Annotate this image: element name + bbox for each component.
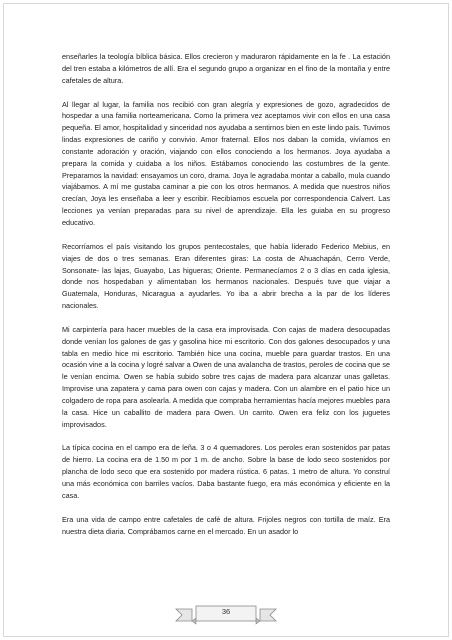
body-text: [62, 51, 390, 537]
page-footer: [0, 603, 452, 627]
paragraph: Era una vida de campo entre cafetales de café de altura. Frijoles negros con tortilla de maíz. Era nuestra dieta diaria. Comprábamos carne en el mercado. En un asador lo: [62, 514, 390, 536]
page-number: 36: [221, 607, 231, 616]
paragraph: Recorríamos el país visitando los grupos pentecostales, que había liderado Federico Mebius, en viajes de dos o tres semanas. Eran diferentes giras: La costa de Ahuachapán, Cerro Verde, Sonsonate- las lajas, Guayabo, Las higueras; Oriente. Permanecíamos 2 o 3 días en cada iglesia, donde nos hospedaban y alimentaban los hermanos nacionales. Después tuve que viajar a Guatemala, Honduras, Nicaragua a ayudarles. Yo iba a abrir brecha a la par de los líderes nacionales.: [62, 241, 390, 311]
paragraph: enseñarles la teología bíblica básica. Ellos crecieron y maduraron rápidamente en la fe . La estación del tren estaba a kilómetros de allí. Era el segundo grupo a organizar en el fino de la montaña y entre cafetales de altura.: [62, 52, 390, 85]
paragraph: Mi carpintería para hacer muebles de la casa era improvisada. Con cajas de madera desocupadas donde venían los galones de gas y gasolina hice mi escritorio. Con dos galones desocupados y una tabla en medio hice mi escritorio. También hice una cocina, mueble para guardar trastos. En una ocasión vine a la cocina y logré salvar a Owen de una avalancha de trastos, peroles de cocina que se le venían encima. Owen se había subido sobre tres cajas de madera para alcanzar unas galletas. Improvise una zapatera y cama para owen con cajas y madera. Con un alambre en el patio hice un colgadero de ropa para asolearla. A medida que compraba herramientas hacía mejores muebles para la casa. Hice un caballito de madera para Owen. Un carrito. Owen era feliz con los juguetes improvisados.: [62, 324, 390, 429]
paragraph: La típica cocina en el campo era de leña. 3 o 4 quemadores. Los peroles eran sostenidos par patas de hierro. La cocina era de 1.50 m por 1 m. de ancho. Sobre la base de lodo seco sostenidos por plancha de lodo seco que era sostenido por madera rústica. 6 patas. 1 metro de altura. Yo construí una más económica con barriles vacíos. Daba bastante fuego, era más económica y eficiente en la casa.: [62, 443, 390, 500]
paragraph: Al llegar al lugar, la familia nos recibió con gran alegría y expresiones de gozo, agradecidos de hospedar a una familia norteamericana. Como la primera vez aceptamos vivir con ellos en una casa pequeña. El amor, hospitalidad y sinceridad nos ayudaba a sentirnos bien en este lindo país. Tuvimos lindas expresiones de cariño y convivio. Amor fraternal. Ellos nos daban la comida, vivíamos en constante adoración y oración, viajando con ellos conociendo a los hermanos. Joya ayudaba a prepara la comida y cuidaba a los niños. Estábamos conociendo las costumbres de la gente. Preparamos la navidad: ensayamos un coro, drama. Joya le agradaba montar a caballo, mula cuando viajábamos. A mí me gustaba caminar a pie con los otros hermanos. A medida que nuestros niños crecían, Joya les enseñaba a leer y escribir. Recibíamos escuela por correspondencia Calvert. Las lecciones ya venían preparadas para su nivel de aprendizaje. Ella les guiaba en su progreso educativo.: [62, 99, 390, 227]
